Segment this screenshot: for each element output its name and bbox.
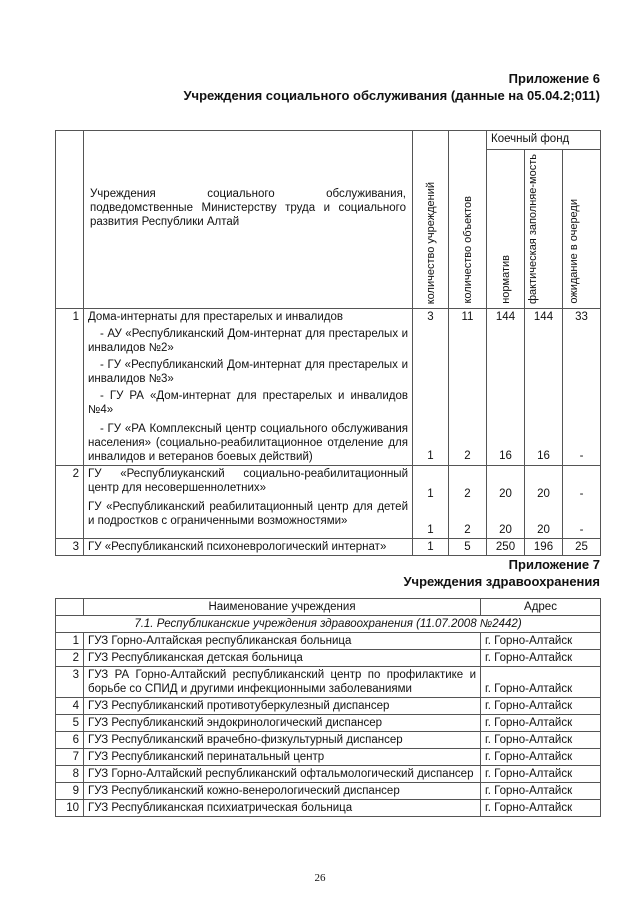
row-name: ГУЗ Республиканский перинатальный центр: [84, 749, 481, 766]
row-num: 4: [56, 698, 84, 715]
section-title: 7.1. Республиканские учреждения здравоохранения (11.07.2008 №2442): [56, 616, 601, 633]
header-actual: фактическая заполняе-мость: [525, 150, 563, 309]
social-services-table: [55, 130, 601, 556]
cell-count-objects: 2 2: [449, 466, 487, 539]
row-description: Дома-интернаты для престарелых и инвалидов - АУ «Республиканский Дом-интернат для престарелых и инвалидов №2» - ГУ «Республиканский Дом-интернат для престарелых и инвалидов №3» - ГУ РА «Дом-интернат для престарелых и инвалидов №4» - ГУ «РА Комплексный центр социального обслуживания населения» (социально-реабилитационное отделение для инвалидов и ветеранов боевых действий): [84, 309, 413, 466]
table-row: [56, 667, 601, 698]
table-row: [56, 650, 601, 667]
cell-actual: 196: [525, 539, 563, 556]
page-number: 26: [314, 872, 326, 884]
table-row: [56, 715, 601, 732]
table-header-row: [56, 599, 601, 616]
cell-count-institutions: 3 1: [413, 309, 449, 466]
row-name: ГУЗ РА Горно-Алтайский республиканский центр по профилактике и борьбе со СПИД и другими инфекционными заболеваниями: [84, 667, 481, 698]
row-address: г. Горно-Алтайск: [481, 633, 601, 650]
cell-waiting: 33 -: [563, 309, 601, 466]
row-name: ГУЗ Республиканская психиатрическая больница: [84, 800, 481, 817]
table-row: [56, 800, 601, 817]
row-address: г. Горно-Алтайск: [481, 783, 601, 800]
cell-norm: 250: [487, 539, 525, 556]
header-num: [56, 599, 84, 616]
appendix-6-label: Приложение 6: [508, 71, 600, 86]
row-description: ГУ «Республиуканский социально-реабилитационный центр для несовершеннолетних» ГУ «Республиканский реабилитационный центр для детей и подростков с ограниченными возможностями»: [84, 466, 413, 539]
table-row: [56, 749, 601, 766]
table-row: [56, 732, 601, 749]
row-address: г. Горно-Алтайск: [481, 766, 601, 783]
cell-actual: 20 20: [525, 466, 563, 539]
row-num: 10: [56, 800, 84, 817]
row-name: ГУЗ Республиканский эндокринологический диспансер: [84, 715, 481, 732]
header-count-objects: количество объектов: [449, 131, 487, 309]
row-num: 5: [56, 715, 84, 732]
table-row: [56, 633, 601, 650]
row-name: ГУЗ Республиканский противотуберкулезный диспансер: [84, 698, 481, 715]
cell-norm: 20 20: [487, 466, 525, 539]
header-num: [56, 131, 84, 309]
cell-count-institutions: 1: [413, 539, 449, 556]
table-row: [56, 466, 601, 539]
row-address: г. Горно-Алтайск: [481, 800, 601, 817]
header-bed-fund: Коечный фонд: [487, 131, 601, 150]
appendix-6-heading: [183, 70, 600, 104]
row-address: г. Горно-Алтайск: [481, 749, 601, 766]
appendix-7-title: Учреждения здравоохранения: [403, 574, 600, 589]
row-num: 8: [56, 766, 84, 783]
row-num: 9: [56, 783, 84, 800]
header-count-institutions: количество учреждений: [413, 131, 449, 309]
table-row: [56, 698, 601, 715]
header-address: Адрес: [481, 599, 601, 616]
table-header-row: [56, 131, 601, 150]
cell-waiting: - -: [563, 466, 601, 539]
row-num: 2: [56, 650, 84, 667]
appendix-7-heading: [403, 556, 600, 590]
row-num: 1: [56, 309, 84, 466]
row-address: г. Горно-Алтайск: [481, 698, 601, 715]
cell-waiting: 25: [563, 539, 601, 556]
header-waiting: ожидание в очереди: [563, 150, 601, 309]
cell-count-objects: 11 2: [449, 309, 487, 466]
appendix-6-title: Учреждения социального обслуживания (данные на 05.04.2;011): [183, 88, 600, 103]
row-address: г. Горно-Алтайск: [481, 650, 601, 667]
row-description: ГУ «Республиканский психоневрологический интернат»: [84, 539, 413, 556]
row-name: ГУЗ Горно-Алтайский республиканский офтальмологический диспансер: [84, 766, 481, 783]
cell-count-objects: 5: [449, 539, 487, 556]
table-row: [56, 783, 601, 800]
row-name: ГУЗ Республиканский кожно-венерологический диспансер: [84, 783, 481, 800]
row-num: 1: [56, 633, 84, 650]
row-num: 3: [56, 667, 84, 698]
cell-actual: 144 16: [525, 309, 563, 466]
header-norm: норматив: [487, 150, 525, 309]
appendix-7-label: Приложение 7: [508, 557, 600, 572]
row-num: 7: [56, 749, 84, 766]
row-address: г. Горно-Алтайск: [481, 667, 601, 698]
header-name: Наименование учреждения: [84, 599, 481, 616]
row-name: ГУЗ Республиканский врачебно-физкультурный диспансер: [84, 732, 481, 749]
row-num: 3: [56, 539, 84, 556]
row-address: г. Горно-Алтайск: [481, 732, 601, 749]
cell-norm: 144 16: [487, 309, 525, 466]
table-row: [56, 309, 601, 466]
healthcare-table: [55, 598, 601, 817]
table-row: [56, 766, 601, 783]
table-row: [56, 539, 601, 556]
row-num: 2: [56, 466, 84, 539]
row-name: ГУЗ Республиканская детская больница: [84, 650, 481, 667]
row-num: 6: [56, 732, 84, 749]
header-institution: Учреждения социального обслуживания, подведомственные Министерству труда и социального развития Республики Алтай: [84, 131, 413, 309]
row-address: г. Горно-Алтайск: [481, 715, 601, 732]
cell-count-institutions: 1 1: [413, 466, 449, 539]
section-row: [56, 616, 601, 633]
row-name: ГУЗ Горно-Алтайская республиканская больница: [84, 633, 481, 650]
